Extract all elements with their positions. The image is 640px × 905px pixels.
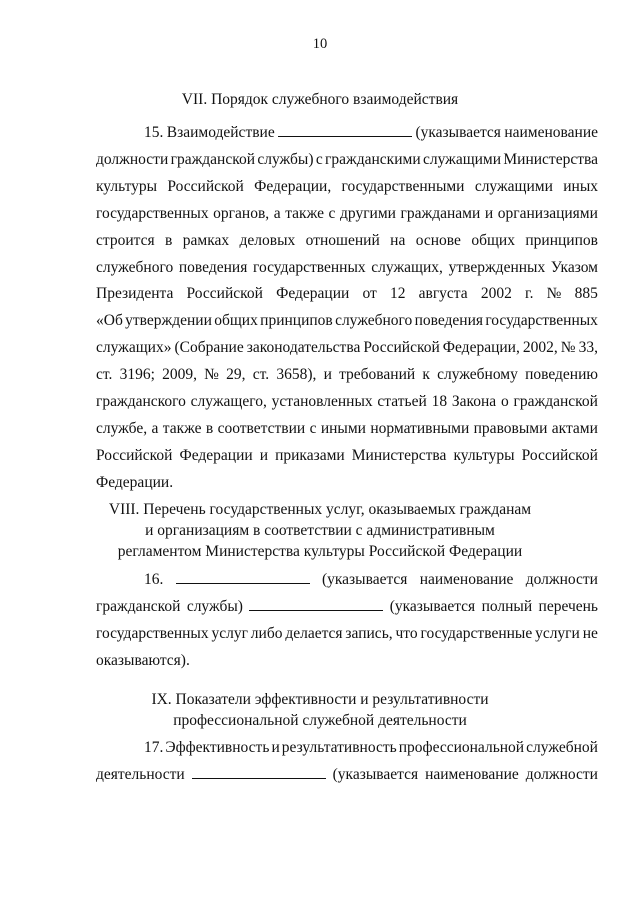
word: результативность bbox=[281, 739, 397, 756]
word: Федерации bbox=[276, 285, 350, 302]
word: с bbox=[309, 420, 317, 437]
paragraph-line bbox=[144, 123, 598, 143]
word: государственных bbox=[485, 312, 598, 329]
word: служащими bbox=[474, 178, 553, 195]
word: службы) bbox=[186, 598, 243, 615]
word: также bbox=[162, 420, 202, 437]
paragraph-line bbox=[96, 624, 598, 644]
word: (указывается bbox=[332, 766, 419, 783]
word: основе bbox=[415, 232, 461, 249]
word: (указывается bbox=[321, 571, 408, 588]
word: служащего, bbox=[190, 393, 267, 410]
word: Российской bbox=[363, 339, 440, 356]
word: и bbox=[259, 447, 269, 464]
word: профессиональной bbox=[398, 739, 525, 756]
word: Министерства bbox=[503, 151, 598, 168]
fill-in-blank bbox=[249, 598, 383, 611]
paragraph-line bbox=[96, 446, 598, 466]
word: «Об bbox=[96, 312, 123, 329]
word: № bbox=[546, 285, 562, 302]
word: деятельности bbox=[96, 766, 185, 783]
fill-in-blank bbox=[278, 124, 412, 137]
paragraph-line bbox=[96, 177, 598, 197]
word: государственных bbox=[253, 259, 366, 276]
paragraph-line bbox=[144, 738, 598, 758]
section-heading: профессиональной служебной деятельности bbox=[173, 712, 467, 729]
paragraph-line bbox=[96, 365, 598, 385]
word: Российской bbox=[167, 178, 244, 195]
section-heading: регламентом Министерства культуры Российской Федерации bbox=[117, 543, 523, 560]
word: 15. bbox=[144, 124, 164, 141]
word: должности bbox=[525, 571, 598, 588]
word: Закона bbox=[451, 393, 497, 410]
section-heading: IX. Показатели эффективности и результативности bbox=[151, 691, 489, 708]
word: гражданами bbox=[400, 205, 481, 222]
word: г. bbox=[525, 285, 534, 302]
word: служащими bbox=[422, 151, 502, 168]
word: Эффективность bbox=[165, 739, 270, 756]
paragraph-line bbox=[96, 765, 598, 785]
paragraph-line bbox=[96, 338, 598, 358]
word: Федерации, bbox=[254, 178, 332, 195]
word: Российской bbox=[96, 447, 173, 464]
word: (указывается bbox=[415, 124, 501, 141]
paragraph-line bbox=[96, 651, 598, 671]
word: государственных bbox=[96, 205, 209, 222]
word: полный bbox=[481, 598, 533, 615]
word: общих bbox=[471, 232, 515, 249]
word: в bbox=[165, 232, 173, 249]
word: деловых bbox=[239, 232, 296, 249]
word: рамках bbox=[182, 232, 230, 249]
word: правовыми bbox=[473, 420, 548, 437]
word: требований bbox=[339, 366, 416, 383]
word: не bbox=[582, 625, 598, 642]
section-heading: VII. Порядок служебного взаимодействия bbox=[181, 91, 459, 108]
word: иными bbox=[320, 420, 366, 437]
word: другими bbox=[340, 205, 396, 222]
word: Федерации. bbox=[96, 474, 174, 491]
word: ст. bbox=[96, 366, 113, 383]
word: службы) bbox=[257, 151, 314, 168]
word: оказываются). bbox=[96, 652, 190, 669]
section-heading: VIII. Перечень государственных услуг, оказываемых гражданам bbox=[108, 501, 532, 518]
word: должности bbox=[96, 151, 169, 168]
word: от bbox=[362, 285, 377, 302]
word: служебного bbox=[96, 259, 174, 276]
word: Взаимодействие bbox=[166, 124, 275, 141]
word: 3196; bbox=[119, 366, 155, 383]
word: законодательства bbox=[246, 339, 361, 356]
word: 33, bbox=[578, 339, 598, 356]
paragraph-line bbox=[96, 419, 598, 439]
word: установленных bbox=[271, 393, 373, 410]
word: поведения bbox=[414, 312, 484, 329]
word: иных bbox=[563, 178, 598, 195]
word: общих bbox=[214, 312, 258, 329]
word: нормативными bbox=[370, 420, 470, 437]
paragraph-line bbox=[96, 150, 598, 170]
word: либо bbox=[250, 625, 283, 642]
word: к bbox=[422, 366, 430, 383]
word: Министерства bbox=[351, 447, 447, 464]
paragraph-line bbox=[96, 204, 598, 224]
word: в bbox=[205, 420, 214, 437]
word: служащих, bbox=[371, 259, 443, 276]
word: принципов bbox=[260, 312, 333, 329]
section-heading: и организациям в соответствии с административным bbox=[145, 522, 495, 539]
word: о bbox=[500, 393, 509, 410]
word: приказами bbox=[275, 447, 345, 464]
word: Российской bbox=[521, 447, 598, 464]
paragraph-line bbox=[96, 473, 598, 493]
word: гражданской bbox=[96, 598, 181, 615]
paragraph-line bbox=[96, 258, 598, 278]
paragraph-line bbox=[96, 392, 598, 412]
page-number: 10 bbox=[312, 36, 328, 52]
word: отношений bbox=[305, 232, 380, 249]
word: Указом bbox=[550, 259, 598, 276]
word: (Собрание bbox=[174, 339, 244, 356]
word: принципов bbox=[525, 232, 598, 249]
word: поведению bbox=[525, 366, 598, 383]
word: 2009, bbox=[162, 366, 197, 383]
word: служащих» bbox=[96, 339, 172, 356]
word: актами bbox=[551, 420, 598, 437]
word: что bbox=[395, 625, 418, 642]
word: а bbox=[273, 205, 281, 222]
word: гражданской bbox=[513, 393, 598, 410]
word: 3658), bbox=[276, 366, 317, 383]
word: (указывается bbox=[389, 598, 476, 615]
word: 18 bbox=[431, 393, 448, 410]
word: служебному bbox=[437, 366, 518, 383]
word: Президента bbox=[96, 285, 174, 302]
word: запись, bbox=[345, 625, 393, 642]
paragraph-line bbox=[96, 311, 598, 331]
word: наименование bbox=[504, 124, 598, 141]
word: 12 bbox=[389, 285, 406, 302]
word: государственные bbox=[420, 625, 533, 642]
word: культуры bbox=[453, 447, 515, 464]
word: Федерации bbox=[179, 447, 253, 464]
paragraph-line bbox=[96, 284, 598, 304]
word: наименование bbox=[419, 571, 514, 588]
word: служебной bbox=[526, 739, 598, 756]
word: гражданскими bbox=[325, 151, 421, 168]
word: и bbox=[271, 739, 280, 756]
word: а bbox=[151, 420, 159, 437]
paragraph-line bbox=[144, 570, 598, 590]
word: августа bbox=[418, 285, 468, 302]
word: строится bbox=[96, 232, 155, 249]
paragraph-line bbox=[96, 597, 598, 617]
word: перечень bbox=[538, 598, 598, 615]
word: № bbox=[204, 366, 219, 383]
word: гражданского bbox=[96, 393, 186, 410]
word: Федерации, bbox=[442, 339, 520, 356]
word: наименование bbox=[425, 766, 519, 783]
word: организациями bbox=[497, 205, 598, 222]
word: государственными bbox=[341, 178, 465, 195]
word: служебного bbox=[335, 312, 413, 329]
word: утвержденных bbox=[448, 259, 546, 276]
word: с bbox=[328, 205, 336, 222]
word: утверждении bbox=[125, 312, 212, 329]
word: с bbox=[315, 151, 323, 168]
word: соответствии bbox=[217, 420, 306, 437]
word: услуг bbox=[211, 625, 248, 642]
word: 885 bbox=[574, 285, 598, 302]
word: статьей bbox=[377, 393, 427, 410]
paragraph-line bbox=[96, 231, 598, 251]
word: гражданской bbox=[170, 151, 256, 168]
word: должности bbox=[525, 766, 598, 783]
word: делается bbox=[285, 625, 343, 642]
word: также bbox=[285, 205, 324, 222]
fill-in-blank bbox=[176, 571, 310, 584]
word: услуги bbox=[535, 625, 580, 642]
word: 17. bbox=[144, 739, 164, 756]
word: на bbox=[390, 232, 406, 249]
word: службе, bbox=[96, 420, 148, 437]
word: Российской bbox=[186, 285, 263, 302]
word: органов, bbox=[213, 205, 270, 222]
word: поведения bbox=[178, 259, 248, 276]
word: ст. bbox=[252, 366, 270, 383]
fill-in-blank bbox=[192, 766, 326, 779]
word: 16. bbox=[144, 571, 164, 588]
word: 29, bbox=[226, 366, 246, 383]
word: культуры bbox=[96, 178, 158, 195]
word: 2002, bbox=[522, 339, 558, 356]
word: № bbox=[560, 339, 576, 356]
word: государственных bbox=[96, 625, 209, 642]
word: 2002 bbox=[480, 285, 512, 302]
word: и bbox=[484, 205, 494, 222]
word: и bbox=[323, 366, 332, 383]
